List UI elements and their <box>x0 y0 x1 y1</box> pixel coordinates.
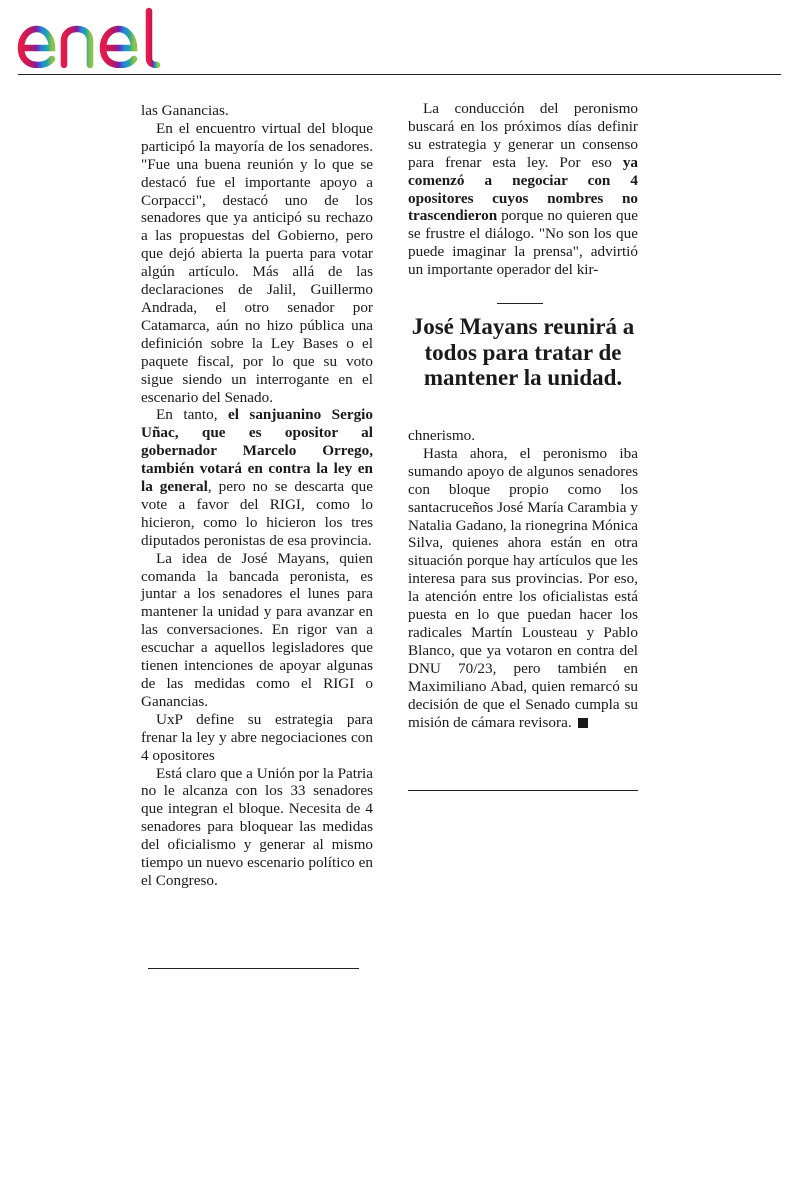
bold-highlight: el sanjuanino Sergio Uñac, que es opositor al gobernador Marcelo Orrego, también votará en contra la ley en la general <box>141 406 373 496</box>
paragraph: las Ganancias. <box>141 102 229 119</box>
text-run: La conducción del peronismo buscará en los próximos días definir su estrategia y generar un consenso para frenar esta ley. Por eso <box>408 100 638 171</box>
text-run: , pero no se descarta que vote a favor del RIGI, como lo hicieron, como lo hicieron los tres diputados peronistas de esa provincia. <box>141 478 373 549</box>
pullquote-rule <box>497 303 543 304</box>
enel-logo <box>16 6 181 68</box>
paragraph: chnerismo. <box>408 427 476 444</box>
paragraph <box>141 406 373 549</box>
text-run: En tanto, <box>156 406 228 424</box>
column-end-rule <box>148 968 359 969</box>
paragraph: Está claro que a Unión por la Patria no le alcanza con los 33 senadores que integran el bloque. Necesita de 4 senadores para bloquear las medidas del oficialismo y generar al mismo tiempo un nuevo escenario político en el Congreso. <box>141 764 373 889</box>
paragraph: La idea de José Mayans, quien comanda la bancada peronista, es juntar a los senadores el lunes para mantener la unidad y para avanzar en las conversaciones. En rigor van a escuchar a aquellos legisladores que tienen intenciones de apoyar algunas de las medidas como el RIGI o Ganancias. <box>141 549 373 710</box>
right-column-bottom <box>408 427 638 731</box>
left-column <box>141 102 373 890</box>
text-run: porque no quieren que se frustre el diálogo. "No son los que puede imaginar la prensa", advirtió un importante operador del kir- <box>408 207 638 279</box>
paragraph: En el encuentro virtual del bloque participó la mayoría de los senadores. "Fue una buena reunión y lo que se destacó fue el importante apoyo a Corpacci", destacó uno de los senadores que ya anticipó su rechazo a las propuestas del Gobierno, pero que dejó abierta la puerta para votar algún artículo. Más allá de las declaraciones de Jalil, Guillermo Andrada, el otro senador por Catamarca, aún no hizo pública una definición sobre la Ley Bases o el paquete fiscal, por lo que su voto sigue siendo un interrogante en el escenario del Senado. <box>141 119 373 406</box>
right-column-top <box>408 100 638 279</box>
subheading: UxP define su estrategia para frenar la ley y abre negociaciones con 4 opositores <box>141 710 373 764</box>
header-rule <box>18 74 781 75</box>
end-of-article-icon <box>578 718 588 728</box>
text-run: Hasta ahora, el peronismo iba sumando apoyo de algunos senadores con bloque propio como los santacruceños José María Carambia y Natalia Gadano, la rionegrina Mónica Silva, quienes ahora están en otra situación porque hay artículos que les interesa para sus provincias. Por eso, la atención entre los oficialistas está puesta en lo que puedan hacer los radicales Martín Lousteau y Pablo Blanco, que ya votaron en contra del DNU 70/23, pero también en Maximiliano Abad, quien remarcó su decisión de que el Senado cumpla su misión de cámara revisora. <box>408 444 638 731</box>
paragraph <box>408 100 638 279</box>
pullquote: José Mayans reunirá a todos para tratar de mantener la unidad. <box>411 314 635 390</box>
paragraph <box>408 445 638 732</box>
bold-highlight: ya comenzó a negociar con 4 opositores cuyos nombres no trascendieron <box>408 153 638 225</box>
column-end-rule <box>408 790 638 791</box>
